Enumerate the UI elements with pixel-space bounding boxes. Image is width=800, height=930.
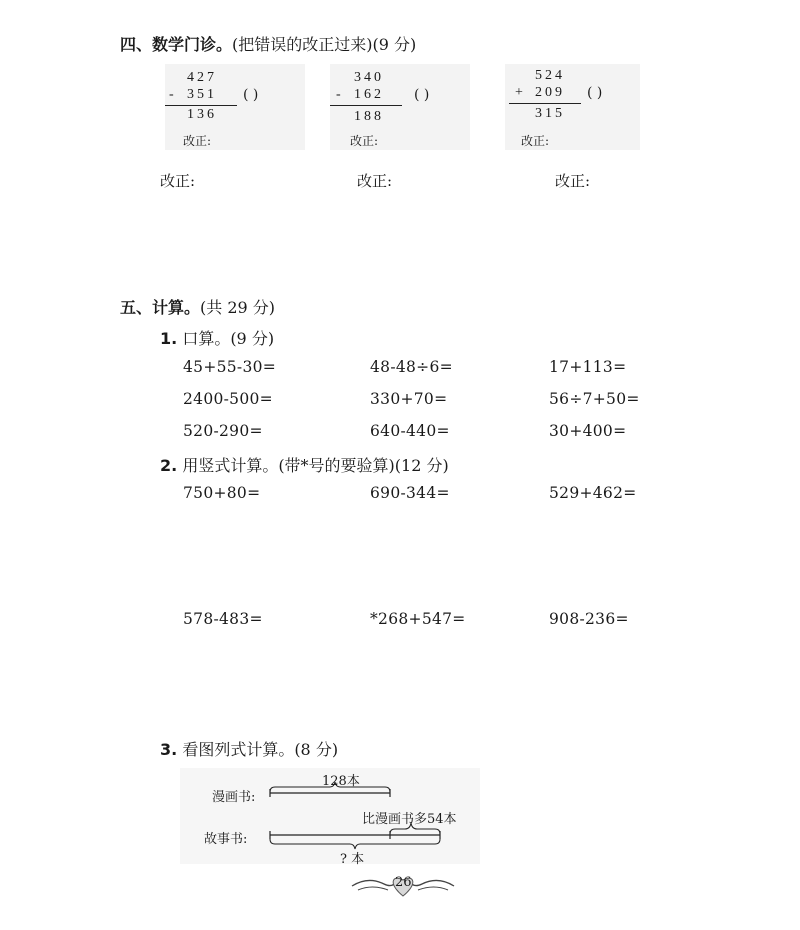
v3-bottom: 209 (535, 85, 565, 100)
brace-128 (270, 782, 390, 792)
v3-op: + (515, 85, 526, 100)
v3-fix-small: 改正: (521, 134, 550, 148)
label-more: 比漫画书多54本 (362, 812, 457, 827)
oral-3-1: 520-290= (183, 422, 263, 440)
v1-top: 427 (187, 70, 217, 85)
v3-top: 524 (535, 68, 565, 83)
segment-lines (180, 768, 480, 864)
v2-top: 340 (354, 70, 384, 85)
part2-title: 用竖式计算。(带*号的要验算)(12 分) (182, 456, 449, 475)
vertical-problem-3 (505, 64, 640, 150)
fix-label-2: 改正: (357, 172, 393, 190)
label-manhua: 漫画书: (212, 790, 256, 805)
v2-fix-small: 改正: (350, 134, 379, 148)
oral-1-3: 17+113= (549, 358, 627, 376)
v2-line (330, 105, 402, 106)
v2-bottom: 162 (354, 87, 384, 102)
brace-total (270, 839, 440, 849)
section5-title: 五、计算。 (120, 298, 201, 317)
vertical-calc-1-3: 529+462= (549, 484, 637, 502)
vertical-calc-2-2: *268+547= (370, 610, 466, 628)
part2-heading (160, 453, 449, 476)
vertical-problem-1 (165, 64, 305, 150)
part3-title: 看图列式计算。(8 分) (182, 740, 339, 759)
part2-number: 2. (160, 456, 178, 475)
v1-line (165, 105, 237, 106)
fix-label-3: 改正: (555, 172, 591, 190)
vertical-calc-2-3: 908-236= (549, 610, 629, 628)
v1-fix-small: 改正: (183, 134, 212, 148)
part3-number: 3. (160, 740, 178, 759)
section4-note: (把错误的改正过来)(9 分) (232, 35, 417, 54)
v1-op: - (169, 87, 177, 102)
v3-line (509, 103, 581, 104)
section4-heading (120, 32, 416, 55)
v2-answer-paren[interactable]: ( ) (414, 87, 430, 103)
v2-op: - (336, 87, 344, 102)
v2-result: 188 (354, 109, 384, 124)
part1-title: 口算。(9 分) (182, 329, 275, 348)
oral-2-2: 330+70= (370, 390, 448, 408)
brace-more (390, 823, 440, 834)
section5-note: (共 29 分) (200, 298, 276, 317)
oral-1-2: 48-48÷6= (370, 358, 453, 376)
v1-answer-paren[interactable]: ( ) (243, 87, 259, 103)
oral-3-2: 640-440= (370, 422, 450, 440)
v1-result: 136 (187, 107, 217, 122)
vertical-calc-1-2: 690-344= (370, 484, 450, 502)
page-number: 26 (395, 875, 412, 890)
section5-heading (120, 295, 275, 318)
part3-heading (160, 737, 338, 760)
v1-bottom: 351 (187, 87, 217, 102)
vertical-problem-2 (330, 64, 470, 150)
fix-label-1: 改正: (160, 172, 196, 190)
label-question: ? 本 (340, 852, 365, 867)
section4-title: 四、数学门诊。 (120, 35, 233, 54)
vertical-calc-1-1: 750+80= (183, 484, 261, 502)
part1-heading (160, 326, 274, 349)
label-gushi: 故事书: (204, 832, 248, 847)
label-128: 128本 (322, 774, 360, 789)
vertical-calc-2-1: 578-483= (183, 610, 263, 628)
line-segment-diagram (180, 768, 480, 867)
oral-1-1: 45+55-30= (183, 358, 277, 376)
v3-result: 315 (535, 106, 565, 121)
part1-number: 1. (160, 329, 178, 348)
v3-answer-paren[interactable]: ( ) (587, 85, 603, 101)
page-number-ornament (348, 870, 458, 900)
oral-3-3: 30+400= (549, 422, 627, 440)
oral-2-1: 2400-500= (183, 390, 273, 408)
oral-2-3: 56÷7+50= (549, 390, 640, 408)
